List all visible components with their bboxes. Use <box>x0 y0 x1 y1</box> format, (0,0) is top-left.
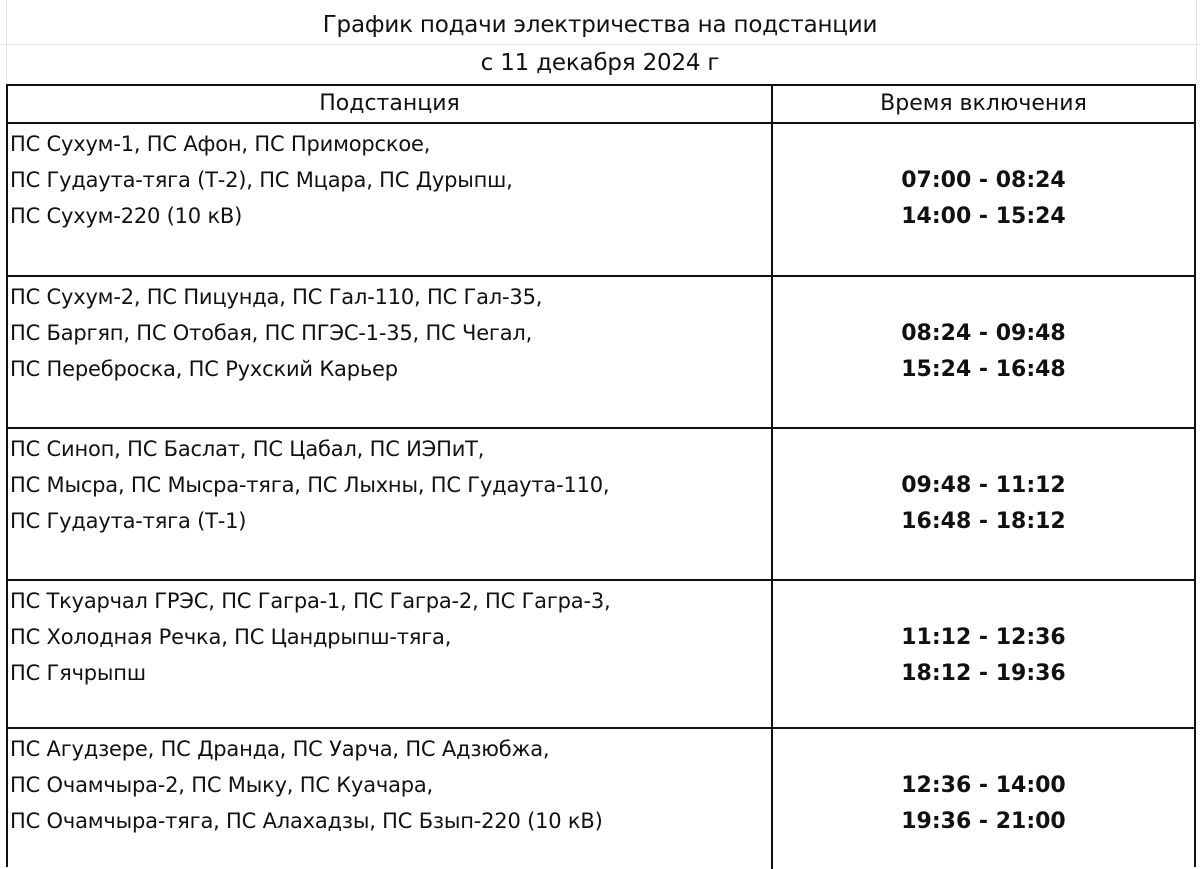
time-slot: 19:36 - 21:00 <box>901 809 1066 834</box>
substation-line: ПС Синоп, ПС Баслат, ПС Цабал, ПС ИЭПиТ, <box>10 437 485 461</box>
substation-line: ПС Агудзере, ПС Дранда, ПС Уарча, ПС Адзюбжа, <box>10 737 550 761</box>
substation-line: ПС Ткуарчал ГРЭС, ПС Гагра-1, ПС Гагра-2, ПС Гагра-3, <box>10 589 611 613</box>
time-slot: 16:48 - 18:12 <box>901 509 1066 534</box>
document-subtitle: с 11 декабря 2024 г <box>480 50 720 76</box>
time-slot: 11:12 - 12:36 <box>901 625 1066 650</box>
table-row <box>8 729 1194 869</box>
substation-line: ПС Баргяп, ПС Отобая, ПС ПГЭС-1-35, ПС Чегал, <box>10 321 533 345</box>
substation-line: ПС Сухум-2, ПС Пицунда, ПС Гал-110, ПС Гал-35, <box>10 285 543 309</box>
substation-line: ПС Очамчыра-2, ПС Мыку, ПС Куачара, <box>10 773 434 797</box>
column-header-time: Время включения <box>880 91 1087 116</box>
time-slot: 09:48 - 11:12 <box>901 473 1066 498</box>
schedule-table <box>6 84 1196 867</box>
time-slot: 08:24 - 09:48 <box>901 321 1066 346</box>
table-row <box>8 429 1194 581</box>
time-slot: 14:00 - 15:24 <box>901 204 1066 229</box>
table-row <box>8 581 1194 729</box>
document-title: График подачи электричества на подстанции <box>322 12 878 38</box>
substation-line: ПС Очамчыра-тяга, ПС Алахадзы, ПС Бзып-220 (10 кВ) <box>10 809 603 833</box>
table-row <box>8 124 1194 277</box>
sheet-gridline <box>0 44 1200 45</box>
table-row <box>8 277 1194 429</box>
time-slot: 18:12 - 19:36 <box>901 661 1066 686</box>
substation-line: ПС Мысра, ПС Мысра-тяга, ПС Лыхны, ПС Гудаута-110, <box>10 473 610 497</box>
substation-line: ПС Гудаута-тяга (Т-2), ПС Мцара, ПС Дурыпш, <box>10 168 513 192</box>
table-header-row <box>8 86 1194 124</box>
substation-line: ПС Гячрыпш <box>10 661 146 685</box>
substation-line: ПС Сухум-1, ПС Афон, ПС Приморское, <box>10 132 431 156</box>
time-slot: 07:00 - 08:24 <box>901 168 1066 193</box>
substation-line: ПС Гудаута-тяга (Т-1) <box>10 509 247 533</box>
column-header-substation: Подстанция <box>319 91 460 116</box>
substation-line: ПС Переброска, ПС Рухский Карьер <box>10 357 398 381</box>
substation-line: ПС Сухум-220 (10 кВ) <box>10 204 243 228</box>
time-slot: 12:36 - 14:00 <box>901 773 1066 798</box>
time-slot: 15:24 - 16:48 <box>901 357 1066 382</box>
substation-line: ПС Холодная Речка, ПС Цандрыпш-тяга, <box>10 625 452 649</box>
